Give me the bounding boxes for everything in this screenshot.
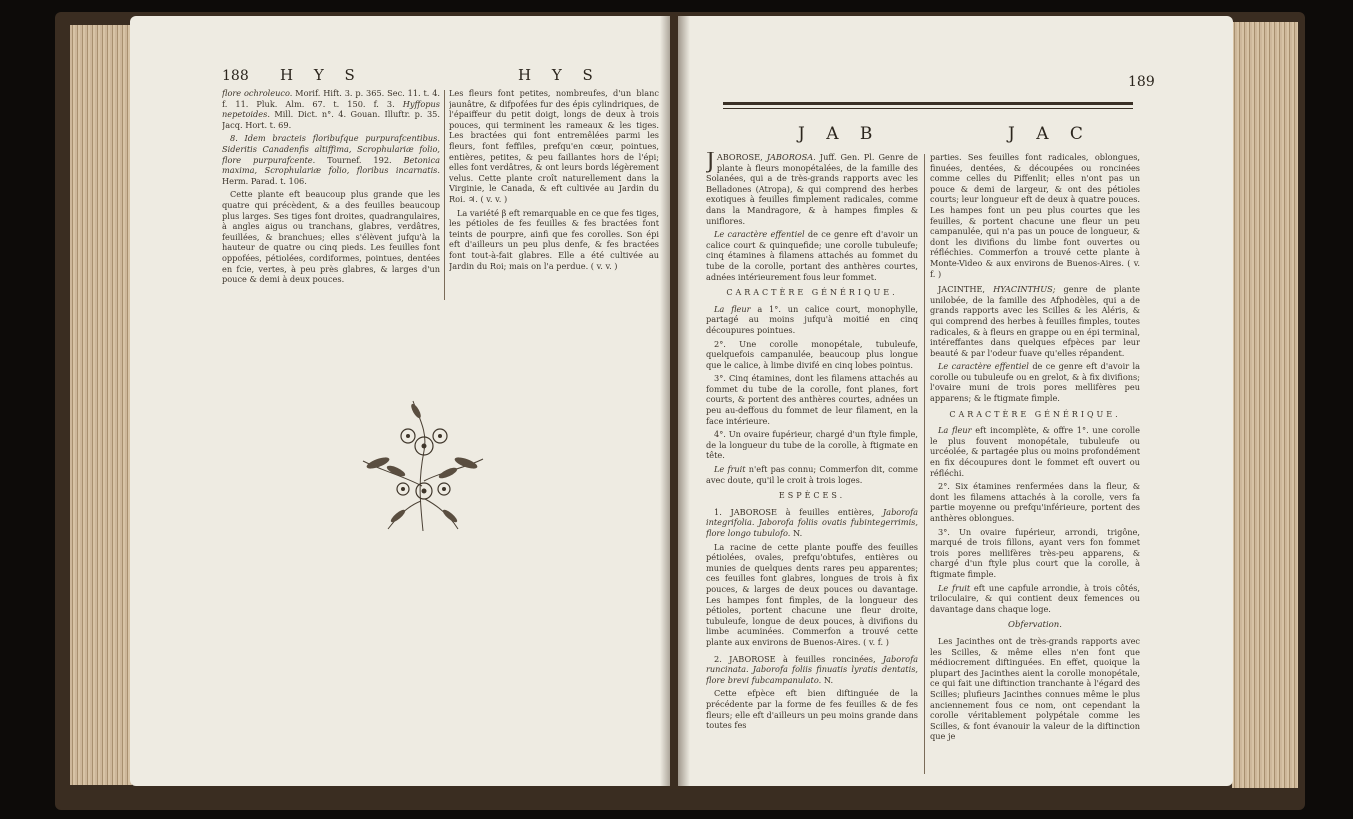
jacinthe-fruit	[930, 583, 1140, 615]
jac-g1-italic: La fleur	[938, 425, 972, 436]
jac-ess-italic: Le caractère effentiel	[938, 361, 1029, 372]
species-2-desc: Cette efpèce eft bien diftinguée de la précédente par la forme de fes feuilles & de fes fleurs; elle eft d'ailleurs un peu moins grande dans toutes fes	[706, 688, 918, 731]
species-1-head	[706, 507, 918, 539]
g1-italic: La fleur	[714, 303, 751, 314]
section-caractere-generique-1: CARACTÈRE GÉNÉRIQUE.	[726, 288, 898, 298]
jaborose-g1	[706, 304, 918, 336]
jaborose-g4: 4°. Un ovaire fupérieur, chargé d'un ftyle fimple, de la longueur du tube de la corolle, à ftigmate en tête.	[706, 429, 918, 461]
sp2-italic: Jaborofa runcinata. Jaborofa foliis finuatis lyratis dentatis, flore brevi fubcampanulato.	[706, 653, 918, 685]
left-column-2	[449, 88, 659, 308]
jaborose-continued: parties. Ses feuilles font radicales, oblongues, finuées, dentées, & découpées ou roncinées comme celles du Piffenlit; elles n'ont pas un pouce & demi de largeur, & ont des pétioles courts; leur longueur eft de deux à quatre pouces. Les hampes font un peu plus courtes que les feuilles, & portent chacune une fleur un peu campanulée, qui n'a pas un pouce de longueur, & dont les divifions du limbe font ouvertes ou réfléchies. Commerfon a trouvé cette plante à Monte-Video & aux environs de Buenos-Aires. ( v. f. )	[930, 152, 1140, 279]
g1-text: a 1°. un calice court, monophylle, partagé au moins jufqu'à moitié en cinq découpures pointues.	[706, 303, 918, 335]
left-column-separator	[444, 90, 445, 300]
fruit-italic: Le fruit	[714, 464, 746, 475]
vignette-stem-main	[413, 401, 425, 531]
jac-g1-text: eft incomplète, & offre 1°. une corolle le plus fouvent monopétale, tubuleufe ou urcéolée, & partagée plus ou moins profondément en fix découpures dont le fommet eft ouvert ou réfléchi.	[930, 425, 1140, 478]
drop-cap: J	[706, 152, 715, 174]
idem-text: Tournef. 192.	[315, 154, 392, 165]
left-col1-ref	[222, 88, 440, 130]
jacinthe-head: JACINTHE,	[938, 284, 986, 295]
floral-vignette	[358, 391, 488, 536]
vignette-leaf	[389, 508, 407, 524]
ref2-italic: Hyffopus nepetoides.	[222, 98, 440, 120]
left-column-1	[222, 88, 440, 308]
left-page	[130, 16, 670, 786]
jacinthe-genus: HYACINTHUS;	[985, 284, 1056, 295]
ess-italic: Le caractère effentiel	[714, 229, 805, 240]
jaborose-g3: 3°. Cinq étamines, dont les filamens attachés au fommet du tube de la corolle, font planes, fort courts, & portent des anthères courtes, adnées un peu au-deffous du fommet de leur filament, en la face intérieure.	[706, 373, 918, 426]
right-column-separator	[924, 154, 925, 774]
right-running-head-1: J A B	[798, 124, 881, 144]
left-running-head-2: H Y S	[518, 66, 601, 84]
jaborose-head: ABOROSE,	[716, 152, 763, 162]
jaborose-g2: 2°. Une corolle monopétale, tubuleufe, quelquefois campanulée, beaucoup plus longue que le calice, à limbe divifé en cinq lobes pointus.	[706, 338, 918, 370]
idem2-italic: Betonica maxima, Scrophulariæ folio, floribus incarnatis.	[222, 154, 440, 176]
observation-text: Les Jacinthes ont de très-grands rapports avec les Scilles, & même elles n'en font que médiocrement diftinguées. En effet, quoique la plupart des Jacinthes aient la corolle monopétale, ce qui fait une diftinction tranchante à l'égard des Scilles; plufieurs Jacinthes connues même le plus anciennement fous ce nom, ont cependant la corolle véritablement polypétale comme les Scilles, & font évanouir la valeur de la diftinction que je	[930, 635, 1140, 742]
right-page-number: 189	[1128, 74, 1155, 90]
jaborose-genus: JABOROSA.	[762, 152, 816, 162]
jaborose-essential	[706, 229, 918, 282]
idem-italic: 8. Idem bracteis floribufque purpurafcentibus. Sideritis Canadenfis altiffima, Scrophulariæ folio, flore purpurafcente.	[222, 133, 440, 165]
ref1-italic: flore ochroleuco.	[222, 88, 293, 98]
jaborose-intro-text: Juff. Gen. Pl. Genre de plante à fleurs monopétalées, de la famille des Solanées, qui a de très-grands rapports avec les Belladones (Atropa), & qui comprend des herbes exotiques à feuilles fimplement radicales, comme dans la Mandragore, & à hampes fimples & uniflores.	[706, 152, 918, 226]
left-col1-variety	[222, 133, 440, 186]
sp1-italic: Jaborofa integrifolia. Jaborofa foliis ovatis fubintegerrimis, flore longo tubulofo.	[706, 506, 918, 538]
ref2-text: Mill. Dict. n°. 4. Gouan. Illuftr. p. 35. Jacq. Hort. t. 69.	[222, 109, 440, 130]
jac-fruit-italic: Le fruit	[938, 582, 971, 593]
sp2-n: N.	[821, 674, 834, 685]
species-2-head	[706, 654, 918, 686]
right-column-2	[930, 152, 1140, 780]
species-1-desc: La racine de cette plante pouffe des feuilles pétiolées, ovales, prefqu'obtufes, entières ou munies de quelques dents rares peu apparentes; ces feuilles font glabres, longues de trois à fix pouces, & larges de deux pouces ou davantage. Les hampes font fimples, de la longueur des pétioles, portent chacune une fleur droite, tubuleufe, longue de deux pouces, à divifions du limbe acuminées. Commerfon a trouvé cette plante aux environs de Buenos-Aires. ( v. f. )	[706, 541, 918, 647]
jaborose-intro	[706, 152, 918, 226]
sp1-n: N.	[790, 528, 803, 538]
right-header-rule-thin	[723, 108, 1133, 109]
section-observation: Obfervation.	[1008, 620, 1062, 631]
section-caractere-generique-2: CARACTÈRE GÉNÉRIQUE.	[949, 409, 1121, 419]
jac-fruit-text: eft une capfule arrondie, à trois côtés, triloculaire, & qui contient deux femences ou davantage dans chaque loge.	[930, 582, 1140, 614]
right-column-1	[706, 152, 918, 780]
ess-text: de ce genre eft d'avoir un calice court & quinquefide; une corolle tubuleufe; cinq étamines à filamens attachés au fommet du tube de la corolle, portant des anthères courtes, adnées intérieurement fous leur fommet.	[706, 229, 918, 282]
jac-ess-text: de ce genre eft d'avoir la corolle ou tubuleufe ou en grelot, & à fix divifions; l'ovaire muni de trois pores mellifères peu apparens; & le ftigmate fimple.	[930, 361, 1140, 404]
jacinthe-essential	[930, 361, 1140, 403]
vignette-leaf	[385, 464, 406, 479]
right-running-head-2: J A C	[1008, 124, 1091, 144]
book-gutter	[660, 14, 690, 789]
left-col1-description: Cette plante eft beaucoup plus grande que les quatre qui précèdent, & a des feuilles beaucoup plus larges. Ses tiges font droites, quadrangulaires, à angles aigus ou tranchans, glabres, verdâtres, feuillées, & branchues; elles s'élèvent jufqu'à la hauteur de quatre ou cinq pieds. Les feuilles font oppofées, pétiolées, cordiformes, pointues, dentées en fcie, vertes, à peu près glabres, & larges d'un pouce & demi à deux pouces.	[222, 189, 440, 285]
jacinthe-g2: 2°. Six étamines renfermées dans la fleur, & dont les filamens attachés à la corolle, vers fa partie moyenne ou prefqu'inférieure, portent des anthères oblongues.	[930, 481, 1140, 523]
right-header-rule-thick	[723, 102, 1133, 105]
jacinthe-g1	[930, 425, 1140, 478]
fruit-text: n'eft pas connu; Commerfon dit, comme avec doute, qu'il le croit à trois loges.	[706, 464, 918, 485]
left-running-head-1: H Y S	[280, 66, 363, 84]
left-col2-flowers: Les fleurs font petites, nombreufes, d'un blanc jaunâtre, & difpofées fur des épis cylindriques, de l'épaiffeur du petit doigt, longs de deux à trois pouces, qui terminent les rameaux & les tiges. Les bractées qui font entremêlées parmi les fleurs, font feffiles, prefqu'en cœur, pointues, entières, petites, & peu faillantes hors de l'épi; elles font verdâtres, & ont leurs bords légèrement velus. Cette plante croît naturellement dans la Virginie, le Canada, & eft cultivée au Jardin du Roi. ♃. ( v. v. )	[449, 88, 659, 204]
vignette-stem-low-left	[388, 501, 421, 529]
jacinthe-intro	[930, 284, 1140, 358]
ref1-text: Morif. Hift. 3. p. 365. Sec. 11. t. 4. f. 11. Pluk. Alm. 67. t. 150. f. 3.	[222, 88, 440, 109]
vignette-leaf	[441, 508, 459, 524]
left-col2-variety: La variété β eft remarquable en ce que fes tiges, les pétioles de fes feuilles & fes bractées font teints de pourpre, ainfi que fes corolles. Son épi eft d'ailleurs un peu plus denfe, & fes bractées font tout-à-fait glabres. Elle a été cultivée au Jardin du Roi; mais on l'a perdue. ( v. v. )	[449, 207, 659, 271]
vignette-leaf	[365, 455, 390, 471]
jaborose-fruit	[706, 464, 918, 485]
vignette-leaf	[437, 466, 458, 481]
jacinthe-g3: 3°. Un ovaire fupérieur, arrondi, trigône, marqué de trois fillons, ayant vers fon fommet trois pores mellifères très-peu apparens, & chargé d'un ftyle plus court que la corolle, à ftigmate fimple.	[930, 526, 1140, 579]
left-page-number: 188	[222, 68, 249, 84]
sp2-head: 2. JABOROSE à feuilles roncinées,	[714, 653, 876, 664]
right-fore-edge	[1232, 22, 1298, 788]
vignette-stem-low-right	[425, 499, 458, 529]
left-fore-edge	[70, 25, 132, 785]
section-especes: ESPÈCES.	[778, 491, 846, 501]
jacinthe-intro-text: genre de plante unilobée, de la famille des Afphodèles, qui a de grands rapports avec les Scilles & les Aléris, & qui comprend des herbes à feuilles fimples, toutes radicales, & à fleurs en grappe ou en épi terminal, intéreffantes dans quelques efpèces par leur beauté & par l'odeur fuave qu'elles répandent.	[930, 284, 1140, 358]
sp1-head: 1. JABOROSE à feuilles entières,	[714, 506, 875, 517]
right-page	[678, 16, 1233, 786]
vignette-leaf	[409, 403, 422, 420]
idem2-text: Herm. Parad. t. 106.	[222, 175, 307, 186]
